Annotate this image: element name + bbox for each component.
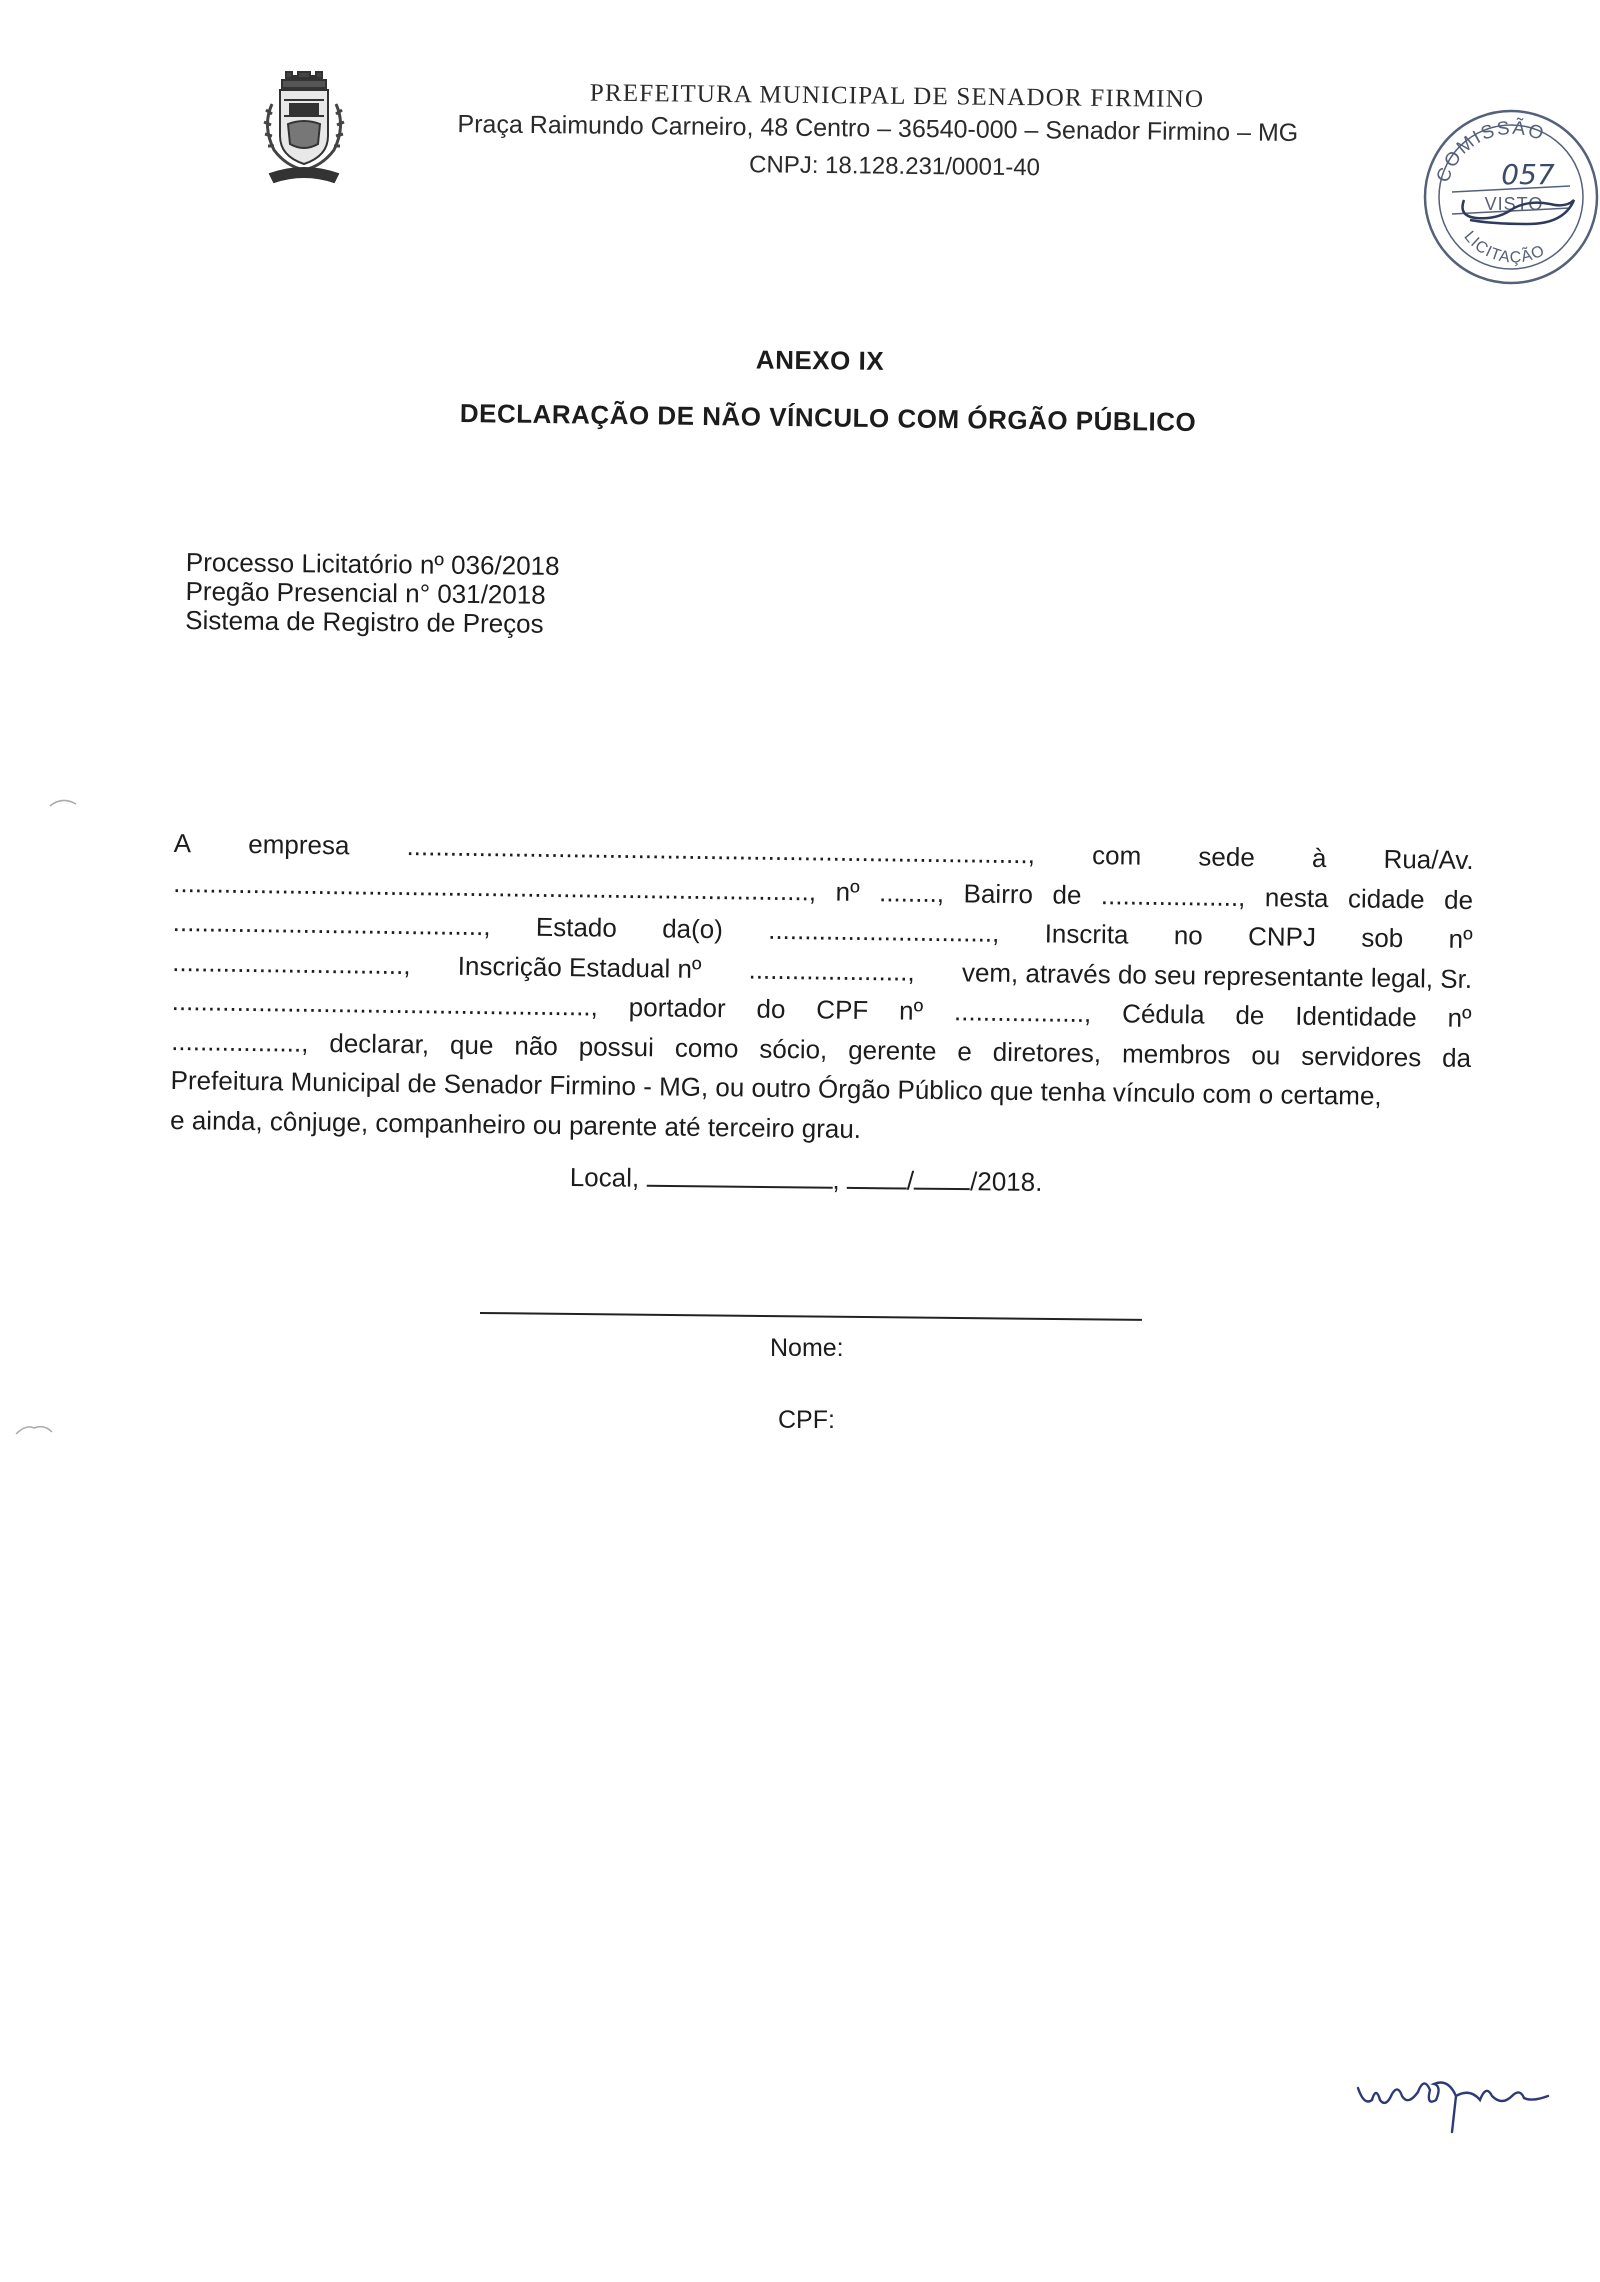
body-word: Estado: [535, 911, 618, 943]
svg-text:LICITAÇÃO: [1460, 228, 1547, 266]
coat-of-arms-icon: [252, 70, 356, 188]
body-word: ................................,: [172, 946, 411, 980]
annex-title: ANEXO IX: [755, 344, 885, 376]
body-word: de: [1443, 884, 1474, 915]
handwritten-rubric: [1352, 2066, 1552, 2156]
body-word: Bairro: [963, 877, 1034, 909]
day-blank: [847, 1163, 907, 1190]
body-word: com: [1091, 840, 1142, 871]
stamp-middle-text: VISTO: [1484, 194, 1544, 214]
body-word: nesta: [1264, 881, 1329, 913]
body-word: de: [1235, 999, 1265, 1031]
body-word: ........................................................................................,: [173, 867, 817, 906]
body-word: CPF: [816, 994, 869, 1026]
registration-system: Sistema de Registro de Preços: [185, 604, 544, 639]
process-info: [185, 548, 560, 639]
org-cnpj: CNPJ: 18.128.231/0001-40: [748, 151, 1041, 182]
scan-mark: [48, 796, 78, 808]
body-word: Rua/Av.: [1383, 843, 1474, 876]
body-word: não: [514, 1029, 558, 1061]
body-word: Identidade: [1295, 1000, 1417, 1033]
body-word: no: [1173, 920, 1203, 951]
body-word: ...................,: [1100, 879, 1246, 912]
body-word: diretores,: [992, 1036, 1102, 1068]
declaration-title: DECLARAÇÃO DE NÃO VÍNCULO COM ÓRGÃO PÚBLICO: [459, 398, 1197, 437]
body-word: da(o): [661, 913, 724, 945]
body-word: possui: [578, 1030, 655, 1062]
body-word: A: [173, 827, 192, 859]
year-text: /2018.: [969, 1166, 1043, 1197]
name-label: Nome:: [770, 1334, 844, 1362]
body-word: nº: [1447, 1002, 1472, 1033]
local-comma: ,: [832, 1164, 840, 1195]
declaration-body: [170, 826, 1474, 1159]
body-word: como: [674, 1032, 739, 1063]
body-word: ou: [1251, 1039, 1281, 1070]
body-word: ..........................................................,: [171, 985, 599, 1022]
date-slash: /: [906, 1165, 915, 1196]
body-word: Inscrita: [1044, 918, 1129, 950]
body-word: Inscrição Estadual nº: [457, 950, 702, 984]
body-word: ........,: [878, 876, 945, 908]
body-word: à: [1311, 842, 1327, 874]
body-word: sob: [1361, 922, 1404, 954]
body-word: portador: [628, 991, 726, 1024]
auction-number: Pregão Presencial n° 031/2018: [185, 575, 546, 610]
signature-line: [480, 1312, 1142, 1321]
body-word: da: [1441, 1042, 1472, 1073]
body-word: declarar,: [329, 1027, 430, 1059]
body-word: CNPJ: [1247, 921, 1317, 952]
body-word: e ainda, cônjuge, companheiro ou parente até terceiro grau.: [169, 1104, 862, 1144]
body-word: que: [449, 1029, 494, 1060]
body-word: ...........................................,: [172, 906, 491, 942]
body-word: gerente: [848, 1034, 937, 1066]
body-word: nº: [835, 876, 860, 907]
local-date-line: [570, 1160, 1043, 1198]
body-word: do: [756, 993, 786, 1025]
body-word: cidade: [1347, 882, 1425, 914]
cpf-label: CPF:: [778, 1406, 835, 1434]
local-label: Local,: [569, 1161, 640, 1193]
body-word: Prefeitura Municipal de Senador Firmino - MG, ou outro Órgão Público que tenha vínculo com o certame,: [170, 1064, 1382, 1111]
body-word: nº: [898, 995, 924, 1026]
body-word: membros: [1121, 1037, 1231, 1070]
body-word: Cédula: [1121, 998, 1205, 1030]
process-number: Processo Licitatório nº 036/2018: [185, 547, 560, 581]
commission-stamp: [1418, 104, 1600, 290]
body-word: vem, através do seu representante legal, Sr.: [961, 956, 1473, 994]
body-word: ......................,: [748, 954, 915, 987]
body-word: e: [957, 1035, 973, 1066]
stamp-bottom-text: LICITAÇÃO: [1460, 228, 1548, 267]
body-word: sócio,: [759, 1033, 828, 1065]
org-address: Praça Raimundo Carneiro, 48 Centro – 36540-000 – Senador Firmino – MG: [457, 110, 1299, 147]
body-word: sede: [1198, 841, 1255, 873]
body-word: nº: [1448, 923, 1473, 955]
letterhead: [440, 78, 1400, 182]
stamp-number: 057: [1501, 158, 1555, 191]
body-word: servidores: [1301, 1040, 1422, 1072]
month-blank: [914, 1164, 970, 1191]
org-name: PREFEITURA MUNICIPAL DE SENADOR FIRMINO: [589, 79, 1205, 114]
body-word: de: [1052, 879, 1082, 910]
body-word: ......................................................................................,: [406, 831, 1036, 870]
local-blank: [646, 1161, 832, 1189]
body-word: ...............................,: [768, 914, 1000, 948]
body-word: ..................,: [953, 996, 1092, 1029]
body-word: ..................,: [170, 1025, 309, 1058]
scan-mark: [14, 1422, 54, 1436]
body-word: empresa: [248, 828, 350, 861]
stamp-top-text: COMISSÃO: [1432, 117, 1549, 186]
